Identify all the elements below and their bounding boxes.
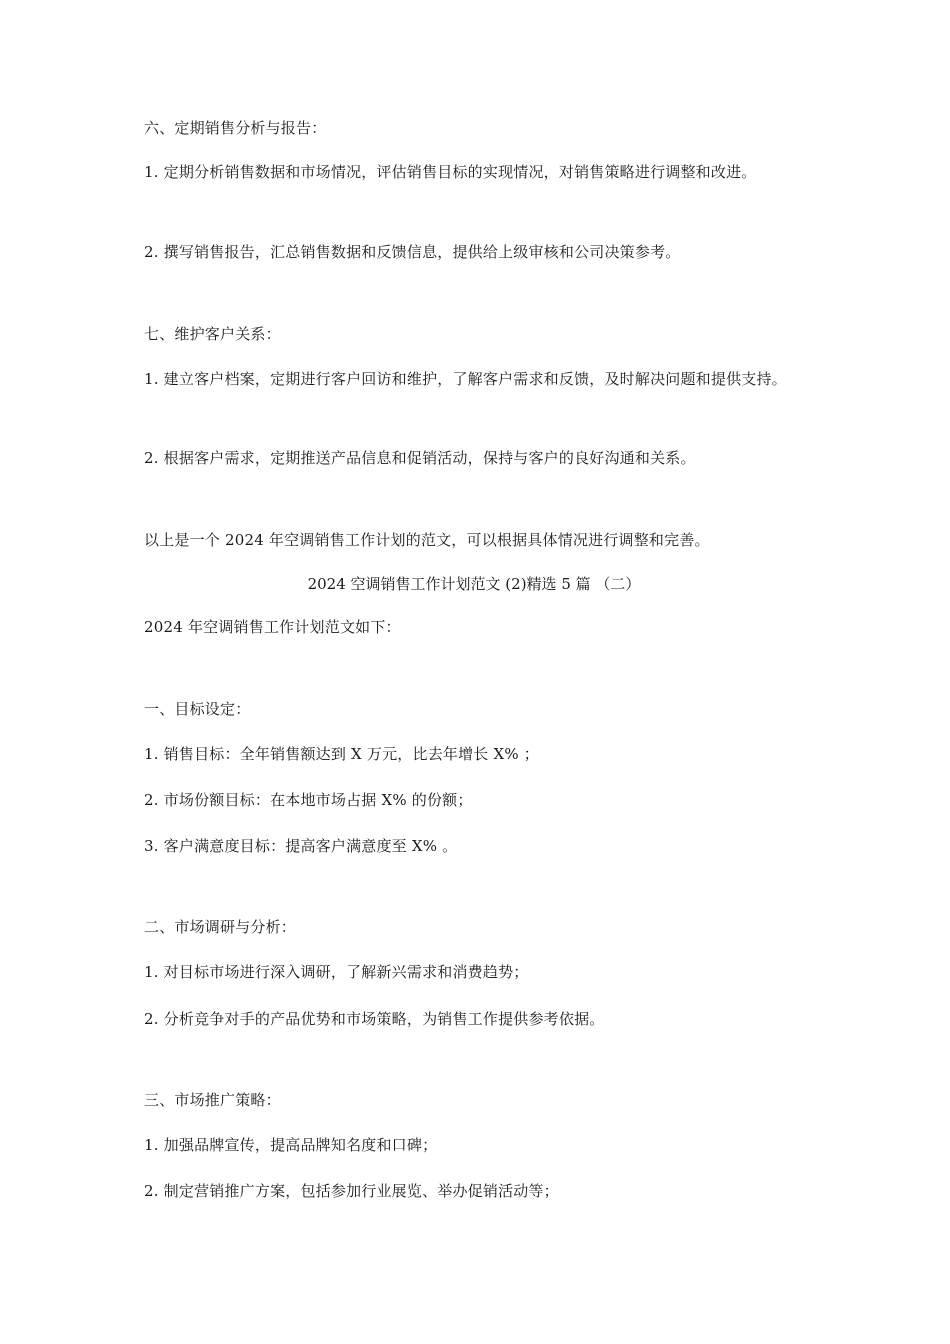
research-item-2: 2. 分析竞争对手的产品优势和市场策略，为销售工作提供参考依据。 — [144, 1010, 605, 1028]
goal-item-2: 2. 市场份额目标：在本地市场占据 X% 的份额； — [144, 791, 473, 809]
part-2-title: 2024 空调销售工作计划范文 (2)精选 5 篇 （二） — [307, 575, 641, 593]
section-heading-6: 六、定期销售分析与报告： — [144, 119, 327, 137]
section-6-item-2: 2. 撰写销售报告，汇总销售数据和反馈信息，提供给上级审核和公司决策参考。 — [144, 243, 681, 261]
section-6-item-1: 1. 定期分析销售数据和市场情况，评估销售目标的实现情况，对销售策略进行调整和改进。 — [144, 163, 757, 181]
section-7-item-1: 1. 建立客户档案，定期进行客户回访和维护，了解客户需求和反馈，及时解决问题和提供支持。 — [144, 370, 787, 388]
section-7-item-2: 2. 根据客户需求，定期推送产品信息和促销活动，保持与客户的良好沟通和关系。 — [144, 449, 696, 467]
goal-item-1: 1. 销售目标：全年销售额达到 X 万元，比去年增长 X% ； — [144, 745, 539, 763]
goal-heading: 一、目标设定： — [144, 700, 251, 718]
promotion-item-1: 1. 加强品牌宣传，提高品牌知名度和口碑； — [144, 1136, 438, 1154]
goal-item-3: 3. 客户满意度目标：提高客户满意度至 X% 。 — [144, 837, 458, 855]
conclusion-paragraph: 以上是一个 2024 年空调销售工作计划的范文，可以根据具体情况进行调整和完善。 — [144, 531, 710, 549]
research-heading: 二、市场调研与分析： — [144, 918, 297, 936]
promotion-heading: 三、市场推广策略： — [144, 1091, 281, 1109]
research-item-1: 1. 对目标市场进行深入调研，了解新兴需求和消费趋势； — [144, 963, 529, 981]
promotion-item-2: 2. 制定营销推广方案，包括参加行业展览、举办促销活动等； — [144, 1182, 559, 1200]
section-heading-7: 七、维护客户关系： — [144, 325, 281, 343]
part-2-intro: 2024 年空调销售工作计划范文如下： — [144, 618, 401, 636]
